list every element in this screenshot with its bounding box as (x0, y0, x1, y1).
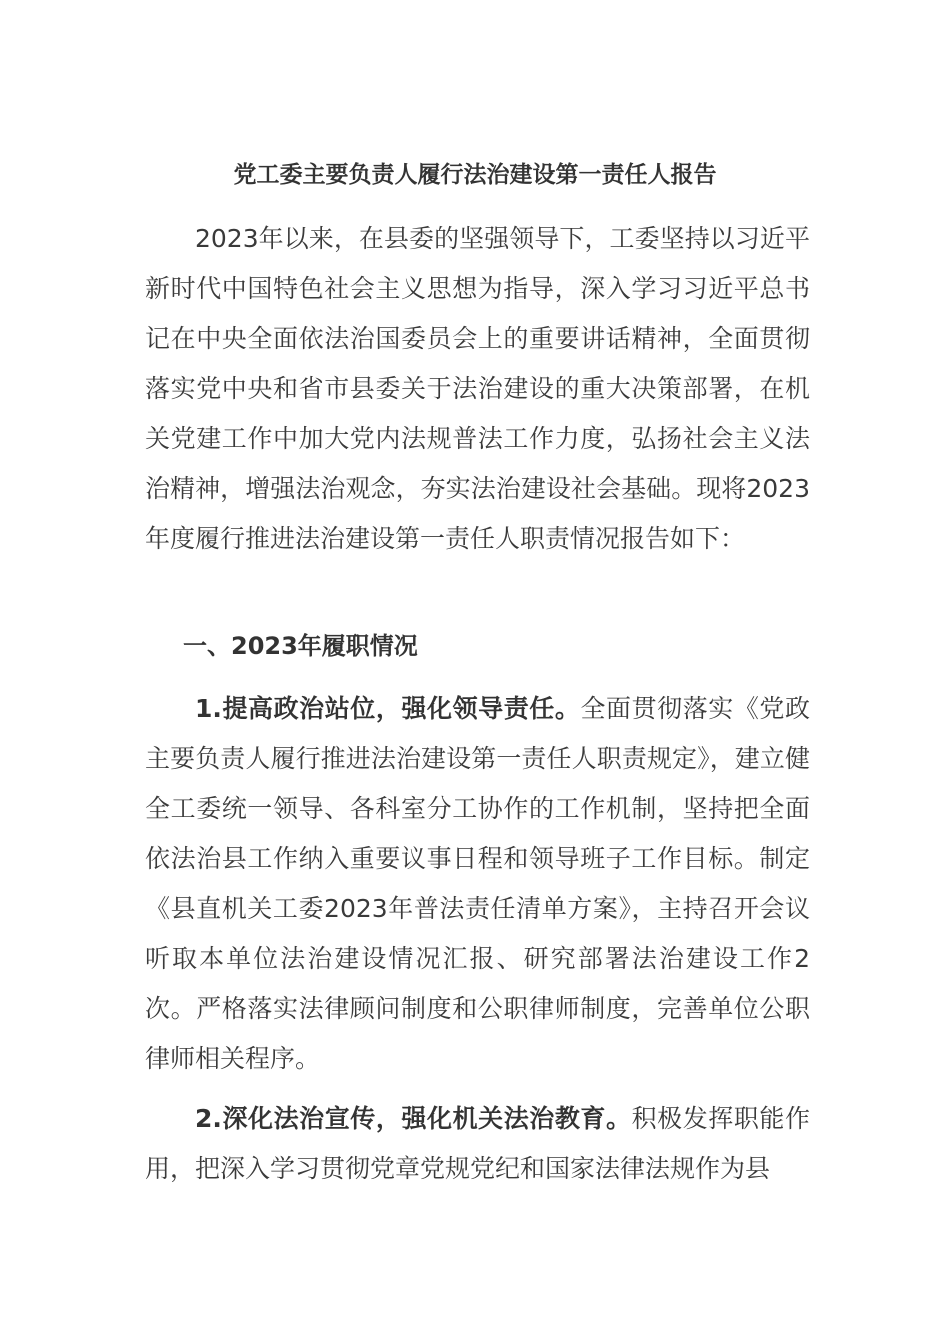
section-heading: 一、2023年履职情况 (183, 632, 418, 660)
item-2-paragraph (145, 1094, 810, 1194)
item-1-lead: 1.提高政治站位，强化领导责任。 (195, 694, 581, 723)
item-1-paragraph (145, 684, 810, 1084)
item-1-body: 全面贯彻落实《党政主要负责人履行推进法治建设第一责任人职责规定》，建立健全工委统一领导、各科室分工协作的工作机制，坚持把全面依法治县工作纳入重要议事日程和领导班子工作目标。制定《县直机关工委2023年普法责任清单方案》，主持召开会议听取本单位法治建设情况汇报、研究部署法治建设工作2次。严格落实法律顾问制度和公职律师制度，完善单位公职律师相关程序。 (145, 694, 810, 1073)
item-2-lead: 2.深化法治宣传，强化机关法治教育。 (195, 1104, 632, 1133)
intro-paragraph: 2023年以来，在县委的坚强领导下，工委坚持以习近平新时代中国特色社会主义思想为指导，深入学习习近平总书记在中央全面依法治国委员会上的重要讲话精神，全面贯彻落实党中央和省市县委关于法治建设的重大决策部署，在机关党建工作中加大党内法规普法工作力度，弘扬社会主义法治精神，增强法治观念，夯实法治建设社会基础。现将2023年度履行推进法治建设第一责任人职责情况报告如下： (145, 224, 810, 553)
document-title: 党工委主要负责人履行法治建设第一责任人报告 (233, 162, 717, 188)
item-2-body: 积极发挥职能作用，把深入学习贯彻党章党规党纪和国家法律法规作为县 (145, 1104, 810, 1183)
